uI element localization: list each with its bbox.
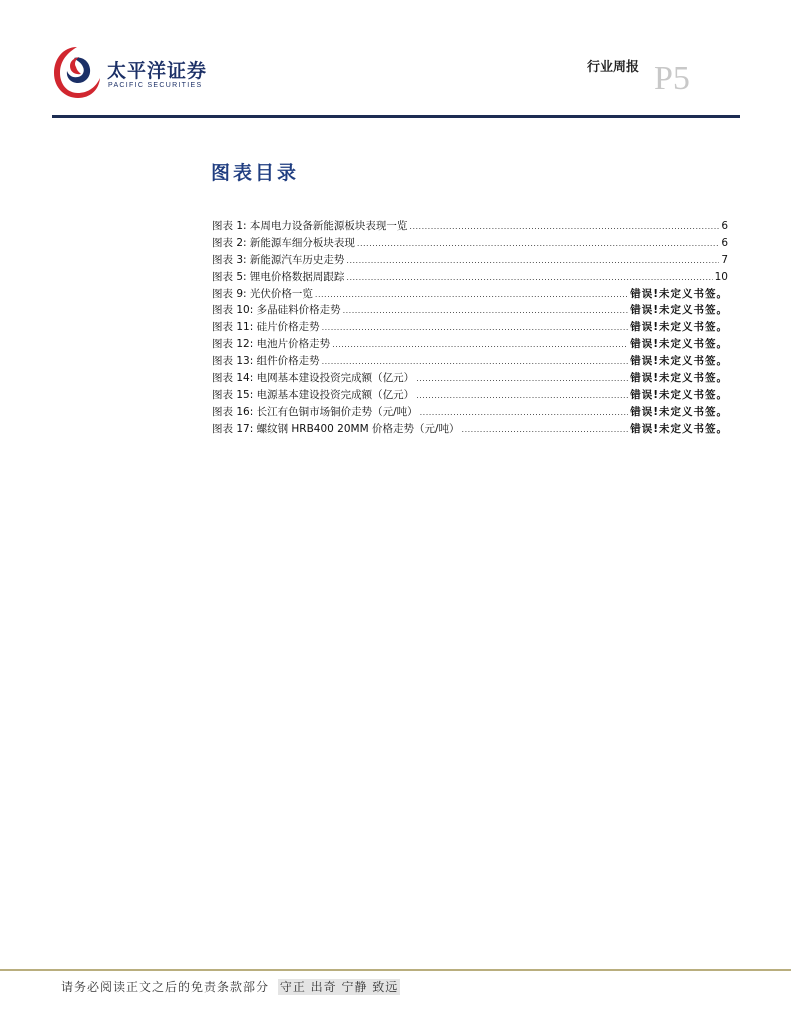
- toc-leader-dots: [420, 405, 629, 422]
- toc-leader-dots: [409, 219, 719, 236]
- toc-leader-dots: [346, 270, 712, 287]
- logo-chinese-name: 太平洋证券: [107, 60, 208, 82]
- page-number: P5: [654, 60, 690, 97]
- toc-leader-dots: [332, 337, 628, 354]
- toc-entry-page-error: 错误!未定义书签。: [630, 321, 728, 334]
- footer-divider: [0, 969, 791, 971]
- logo-english-name: PACIFIC SECURITIES: [108, 82, 203, 89]
- toc-entry-label: 图表 13: 组件价格走势: [212, 355, 320, 368]
- toc-entry[interactable]: [212, 353, 728, 370]
- toc-entry[interactable]: [212, 319, 728, 336]
- toc-entry[interactable]: [212, 218, 728, 235]
- toc-leader-dots: [322, 320, 629, 337]
- toc-entry[interactable]: [212, 387, 728, 404]
- toc-entry[interactable]: [212, 302, 728, 319]
- toc-entry-label: 图表 5: 锂电价格数据周跟踪: [212, 270, 345, 283]
- toc-leader-dots: [462, 422, 629, 439]
- toc-entry-page-error: 错误!未定义书签。: [630, 405, 728, 418]
- toc-leader-dots: [322, 354, 629, 371]
- toc-entry[interactable]: [212, 370, 728, 387]
- toc-entry-label: 图表 2: 新能源车细分板块表现: [212, 236, 355, 249]
- toc-entry[interactable]: [212, 269, 728, 286]
- toc-entry[interactable]: [212, 252, 728, 269]
- toc-entry[interactable]: [212, 421, 728, 438]
- toc-leader-dots: [357, 236, 719, 253]
- toc-entry-page-error: 错误!未定义书签。: [630, 422, 728, 435]
- toc-leader-dots: [416, 371, 628, 388]
- company-logo: [52, 44, 232, 100]
- report-type: 行业周报: [586, 60, 639, 75]
- toc-entry-label: 图表 14: 电网基本建设投资完成额（亿元）: [212, 372, 415, 385]
- figure-toc: [212, 218, 728, 438]
- toc-entry-label: 图表 3: 新能源汽车历史走势: [212, 253, 345, 266]
- toc-leader-dots: [343, 303, 629, 320]
- toc-entry[interactable]: [212, 336, 728, 353]
- toc-entry-label: 图表 17: 螺纹钢 HRB400 20MM 价格走势（元/吨）: [212, 422, 460, 435]
- toc-entry-page: 6: [721, 220, 728, 232]
- toc-entry-label: 图表 11: 硅片价格走势: [212, 321, 320, 334]
- toc-entry-page-error: 错误!未定义书签。: [630, 355, 728, 368]
- toc-entry-page: 6: [721, 236, 728, 249]
- toc-entry-label: 图表 9: 光伏价格一览: [212, 287, 313, 300]
- toc-entry-page: 7: [721, 253, 728, 266]
- toc-title: 图表目录: [211, 162, 300, 184]
- toc-entry-page-error: 错误!未定义书签。: [630, 388, 728, 401]
- toc-entry[interactable]: [212, 404, 728, 421]
- toc-entry-label: 图表 16: 长江有色铜市场铜价走势（元/吨）: [212, 405, 418, 418]
- footer-disclaimer: [61, 978, 400, 995]
- toc-entry-label: 图表 10: 多晶硅料价格走势: [212, 304, 341, 317]
- pacific-securities-logo-icon: [52, 44, 102, 100]
- company-motto: 守正 出奇 宁静 致远: [279, 980, 399, 994]
- toc-entry-page-error: 错误!未定义书签。: [630, 372, 728, 385]
- toc-entry[interactable]: [212, 286, 728, 303]
- toc-entry-page-error: 错误!未定义书签。: [630, 338, 728, 351]
- toc-leader-dots: [416, 388, 628, 405]
- toc-entry[interactable]: [212, 235, 728, 252]
- toc-entry-label: 图表 12: 电池片价格走势: [212, 338, 331, 351]
- toc-entry-page-error: 错误!未定义书签。: [630, 287, 728, 300]
- toc-entry-label: 图表 15: 电源基本建设投资完成额（亿元）: [212, 388, 415, 401]
- toc-entry-page-error: 错误!未定义书签。: [630, 304, 728, 317]
- toc-entry-page: 10: [714, 270, 728, 283]
- toc-leader-dots: [346, 253, 719, 270]
- toc-leader-dots: [315, 287, 628, 304]
- header-divider: [52, 115, 740, 118]
- toc-entry-label: 图表 1: 本周电力设备新能源板块表现一览: [212, 220, 408, 232]
- disclaimer-text: 请务必阅读正文之后的免责条款部分: [61, 980, 270, 994]
